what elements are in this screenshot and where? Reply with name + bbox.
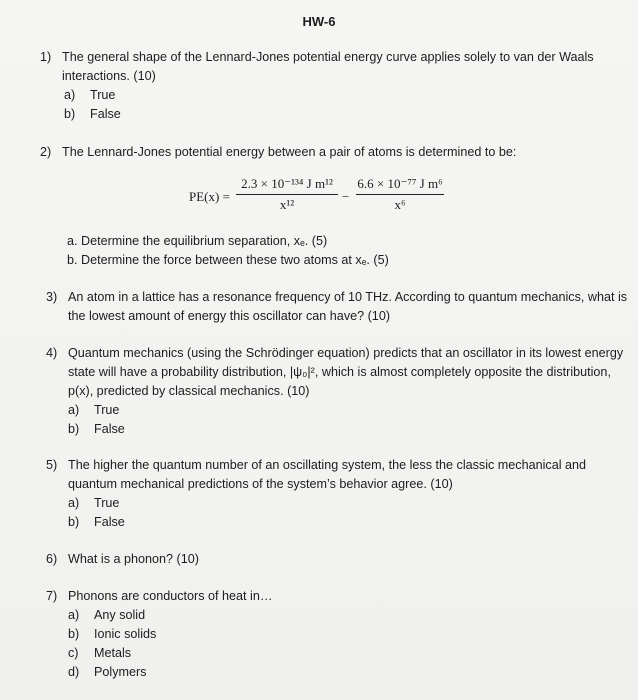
question-number: 5) (46, 458, 58, 472)
question-text: What is a phonon? (10) (68, 552, 199, 566)
question-text: The Lennard-Jones potential energy between a pair of atoms is determined to be: (62, 145, 517, 159)
question-number: 4) (46, 346, 58, 360)
question-2-parts (67, 232, 627, 270)
option-b: b) False (64, 107, 121, 121)
equation-term-2 (356, 176, 444, 213)
question-number: 3) (46, 290, 58, 304)
question-text: An atom in a lattice has a resonance frequency of 10 THz. According to quantum mechanics, what is the lowest amount of energy this oscillator can have? (10) (68, 290, 628, 323)
question-text: The higher the quantum number of an oscillating system, the less the classic mechanical and quantum mechanical predictions of the system’s behavior agree. (10) (68, 458, 587, 491)
equation-minus: − (342, 189, 350, 204)
question-number: 2) (40, 145, 52, 159)
option-b: b) False (68, 422, 125, 436)
part-a: a. Determine the equilibrium separation, xₑ. (5) (67, 234, 328, 248)
option-a: a) Any solid (68, 608, 146, 622)
term-1-denominator: x¹² (279, 197, 295, 212)
question-number: 6) (46, 552, 58, 566)
option-a: a) True (64, 88, 116, 102)
option-b: b) False (68, 515, 125, 529)
term-2-denominator: x⁶ (394, 197, 406, 212)
question-text: The general shape of the Lennard-Jones potential energy curve applies solely to van der Waals interactions. (10) (62, 50, 594, 83)
option-d: d) Polymers (68, 665, 147, 679)
page-title: HW-6 (302, 14, 336, 29)
equation-term-1 (236, 176, 338, 213)
part-b: b. Determine the force between these two atoms at xₑ. (5) (67, 253, 389, 267)
question-text: Quantum mechanics (using the Schrödinger equation) predicts that an oscillator in its lowest energy state will have a probability distribution, |ψ₀|², which is almost completely opposite the distribution, p(x), predicted by classical mechanics. (10) (68, 346, 624, 398)
equation-lhs: PE(x) = (189, 189, 230, 204)
question-number: 1) (40, 50, 52, 64)
option-c: c) Metals (68, 646, 132, 660)
term-1-numerator: 2.3 × 10⁻¹³⁴ J m¹² (241, 176, 333, 191)
question-number: 7) (46, 589, 58, 603)
option-a: a) True (68, 496, 120, 510)
term-2-numerator: 6.6 × 10⁻⁷⁷ J m⁶ (357, 176, 443, 191)
option-a: a) True (68, 403, 120, 417)
question-text: Phonons are conductors of heat in… (68, 589, 273, 603)
option-b: b) Ionic solids (68, 627, 157, 641)
